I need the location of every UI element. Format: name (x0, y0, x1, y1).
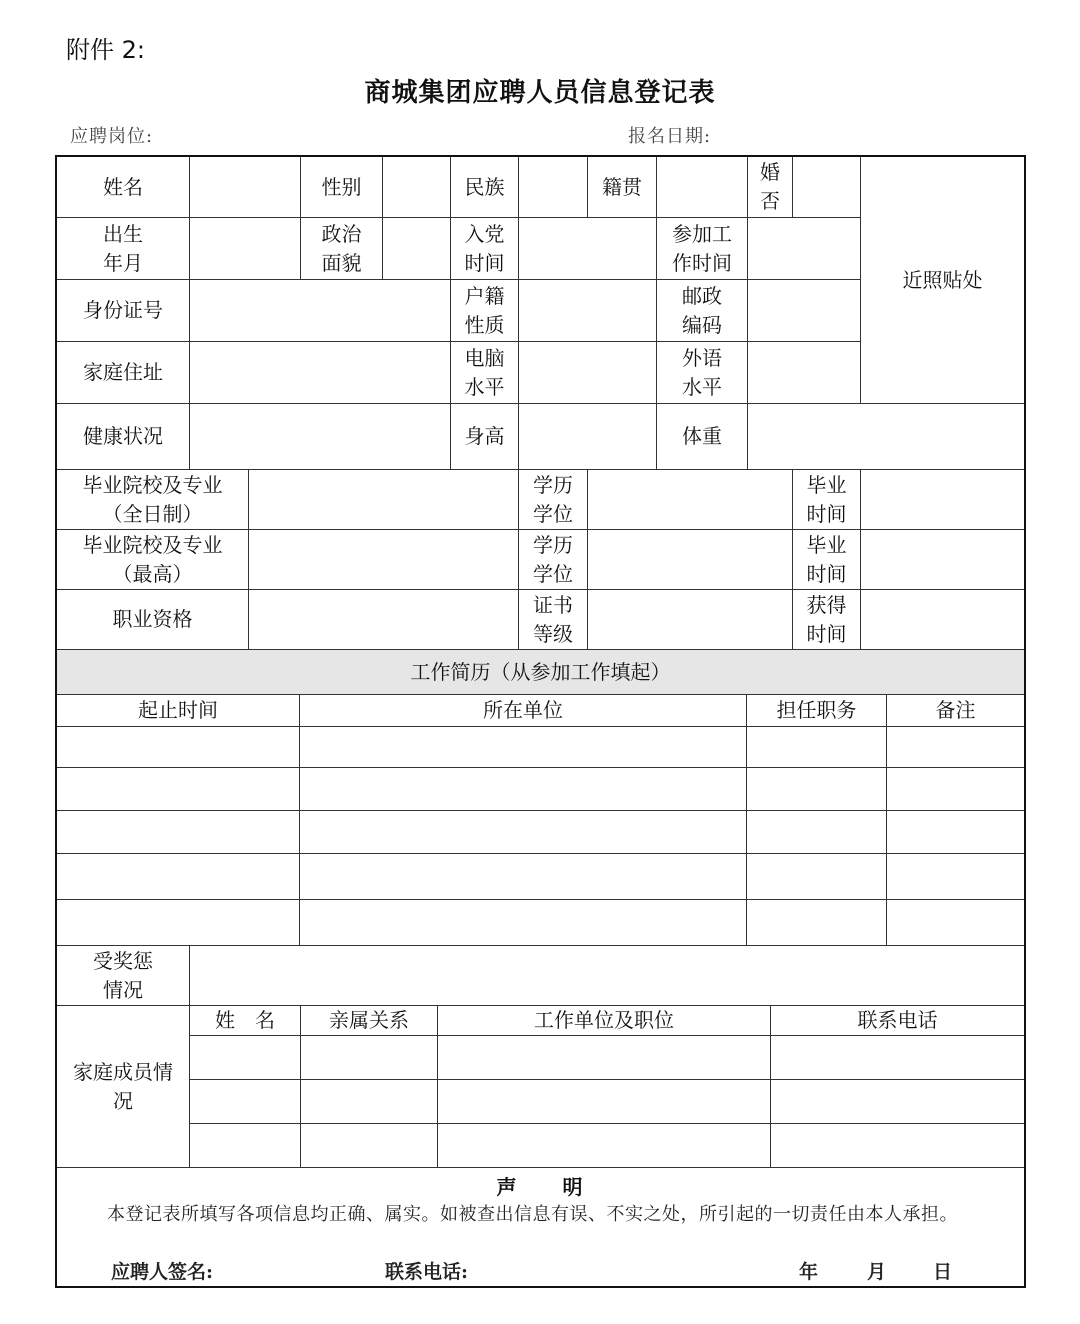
photo-box: 近照贴处 (861, 157, 1024, 404)
grad-time-fulltime-field[interactable] (861, 470, 1024, 530)
name-field[interactable] (190, 157, 301, 218)
work-row-5-remarks[interactable] (887, 900, 1024, 946)
work-row-3-employer[interactable] (300, 811, 747, 854)
family-row-1-name[interactable] (190, 1036, 301, 1080)
qualification-label: 职业资格 (57, 590, 249, 650)
height-label: 身高 (451, 404, 519, 470)
grad-time-fulltime-label: 毕业 时间 (793, 470, 861, 530)
school-highest-label: 毕业院校及专业 （最高） (57, 530, 249, 590)
work-row-2-remarks[interactable] (887, 768, 1024, 811)
grad-time-highest-label: 毕业 时间 (793, 530, 861, 590)
height-field[interactable] (519, 404, 657, 470)
hukou-type-label: 户籍 性质 (451, 280, 519, 342)
party-join-field[interactable] (519, 218, 657, 280)
language-field[interactable] (748, 342, 861, 404)
work-row-1-remarks[interactable] (887, 727, 1024, 768)
work-col-period: 起止时间 (57, 695, 300, 727)
work-row-2-position[interactable] (747, 768, 887, 811)
school-fulltime-field[interactable] (249, 470, 519, 530)
birth-field[interactable] (190, 218, 301, 280)
obtain-time-label: 获得 时间 (793, 590, 861, 650)
marital-field[interactable] (793, 157, 861, 218)
ethnicity-field[interactable] (519, 157, 588, 218)
degree-fulltime-label: 学历 学位 (519, 470, 588, 530)
work-col-remarks: 备注 (887, 695, 1024, 727)
school-highest-field[interactable] (249, 530, 519, 590)
family-col-relation: 亲属关系 (301, 1006, 438, 1036)
awards-label: 受奖惩 情况 (57, 946, 190, 1006)
family-row-2-relation[interactable] (301, 1080, 438, 1124)
family-row-1-phone[interactable] (771, 1036, 1024, 1080)
birth-label: 出生 年月 (57, 218, 190, 280)
work-row-3-period[interactable] (57, 811, 300, 854)
computer-label: 电脑 水平 (451, 342, 519, 404)
work-row-2-period[interactable] (57, 768, 300, 811)
obtain-time-field[interactable] (861, 590, 1024, 650)
gender-label: 性别 (301, 157, 383, 218)
political-field[interactable] (383, 218, 451, 280)
day-label: 日 (933, 1261, 953, 1283)
family-row-3-employer[interactable] (438, 1124, 771, 1168)
family-row-3-relation[interactable] (301, 1124, 438, 1168)
weight-field[interactable] (748, 404, 1024, 470)
degree-fulltime-field[interactable] (588, 470, 793, 530)
address-label: 家庭住址 (57, 342, 190, 404)
work-row-2-employer[interactable] (300, 768, 747, 811)
family-row-2-employer[interactable] (438, 1080, 771, 1124)
declaration-title: 声 明 (496, 1175, 585, 1199)
work-row-5-period[interactable] (57, 900, 300, 946)
family-col-phone: 联系电话 (771, 1006, 1024, 1036)
id-number-field[interactable] (190, 280, 451, 342)
year-label: 年 (799, 1261, 819, 1283)
health-label: 健康状况 (57, 404, 190, 470)
work-row-1-period[interactable] (57, 727, 300, 768)
id-number-label: 身份证号 (57, 280, 190, 342)
grad-time-highest-field[interactable] (861, 530, 1024, 590)
postal-code-label: 邮政 编码 (657, 280, 748, 342)
signature-label: 应聘人签名: (111, 1261, 214, 1283)
marital-label: 婚 否 (748, 157, 793, 218)
work-row-4-position[interactable] (747, 854, 887, 900)
work-row-5-position[interactable] (747, 900, 887, 946)
certificate-level-field[interactable] (588, 590, 793, 650)
qualification-field[interactable] (249, 590, 519, 650)
degree-highest-label: 学历 学位 (519, 530, 588, 590)
health-field[interactable] (190, 404, 451, 470)
month-label: 月 (867, 1261, 887, 1283)
work-history-title: 工作简历（从参加工作填起） (57, 650, 1024, 695)
work-row-4-period[interactable] (57, 854, 300, 900)
registration-form (55, 155, 1026, 1288)
family-row-1-employer[interactable] (438, 1036, 771, 1080)
work-row-3-position[interactable] (747, 811, 887, 854)
declaration-section (57, 1167, 1024, 1286)
address-field[interactable] (190, 342, 451, 404)
family-col-name: 姓 名 (190, 1006, 301, 1036)
work-row-4-employer[interactable] (300, 854, 747, 900)
family-col-employer: 工作单位及职位 (438, 1006, 771, 1036)
family-row-1-relation[interactable] (301, 1036, 438, 1080)
hukou-type-field[interactable] (519, 280, 657, 342)
position-label: 应聘岗位: (70, 126, 154, 147)
degree-highest-field[interactable] (588, 530, 793, 590)
attachment-label: 附件 2: (66, 36, 145, 64)
form-title: 商城集团应聘人员信息登记表 (364, 78, 716, 108)
computer-field[interactable] (519, 342, 657, 404)
work-col-position: 担任职务 (747, 695, 887, 727)
family-label: 家庭成员情 况 (57, 1006, 190, 1168)
certificate-level-label: 证书 等级 (519, 590, 588, 650)
work-row-4-remarks[interactable] (887, 854, 1024, 900)
contact-phone-label: 联系电话: (385, 1261, 469, 1283)
family-row-2-phone[interactable] (771, 1080, 1024, 1124)
language-label: 外语 水平 (657, 342, 748, 404)
postal-code-field[interactable] (748, 280, 861, 342)
name-label: 姓名 (57, 157, 190, 218)
declaration-text: 本登记表所填写各项信息均正确、属实。如被查出信息有误、不实之处，所引起的一切责任由本人承担。 (107, 1204, 958, 1225)
political-label: 政治 面貌 (301, 218, 383, 280)
work-row-1-employer[interactable] (300, 727, 747, 768)
school-fulltime-label: 毕业院校及专业 （全日制） (57, 470, 249, 530)
awards-field[interactable] (190, 946, 1024, 1006)
native-place-label: 籍贯 (588, 157, 657, 218)
work-start-label: 参加工 作时间 (657, 218, 748, 280)
family-row-3-name[interactable] (190, 1124, 301, 1168)
work-col-employer: 所在单位 (300, 695, 747, 727)
weight-label: 体重 (657, 404, 748, 470)
family-row-2-name[interactable] (190, 1080, 301, 1124)
party-join-label: 入党 时间 (451, 218, 519, 280)
ethnicity-label: 民族 (451, 157, 519, 218)
gender-field[interactable] (383, 157, 451, 218)
work-row-5-employer[interactable] (300, 900, 747, 946)
date-label: 报名日期: (628, 126, 712, 147)
work-row-1-position[interactable] (747, 727, 887, 768)
work-row-3-remarks[interactable] (887, 811, 1024, 854)
work-start-field[interactable] (748, 218, 861, 280)
family-row-3-phone[interactable] (771, 1124, 1024, 1168)
native-place-field[interactable] (657, 157, 748, 218)
